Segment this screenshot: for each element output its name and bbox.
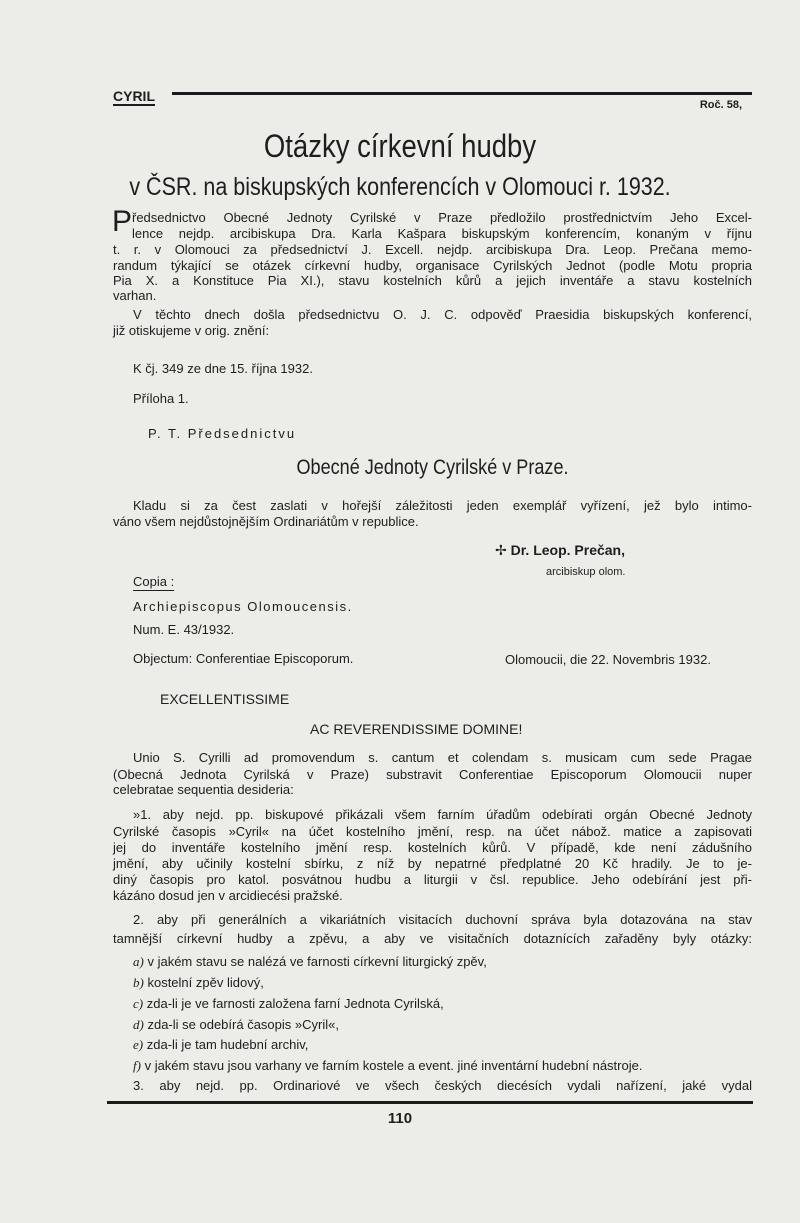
intro-line: V těchto dnech došla předsednictvu O. J. C. odpověď Praesidia biskupských konferencí, <box>133 307 752 322</box>
body-line: celebratae sequentia desideria: <box>113 782 294 797</box>
signature <box>495 542 625 559</box>
intro-line: t. r. v Olomouci za předsednictví J. Excell. nejdp. arcibiskupa Dra. Leop. Prečana memo- <box>113 242 752 257</box>
greeting-line-2: AC REVERENDISSIME DOMINE! <box>310 721 523 737</box>
intro-line: lence nejdp. arcibiskupa Dra. Karla Kašpara biskupským konferencím, konaným v říjnu <box>132 226 752 241</box>
intro-line: Pia X. a Konstituce Pia XI.), stavu kostelních kůrů a jejich inventáře a stavu kostelních <box>113 273 752 288</box>
body-line: Unio S. Cyrilli ad promovendum s. cantum et colendam s. musicam cum sede Pragae <box>133 750 752 765</box>
body-line: jej do inventáře kostelního jmění resp. kostelních kůrů. V případě, kde není zádušního <box>113 840 752 855</box>
body-line: Cyrilské časopis »Cyril« na účet kostelního jmění, resp. na účet nábož. matice a zapisovati <box>113 824 752 839</box>
body-line: 3. aby nejd. pp. Ordinariové ve všech českých diecésích vydali nařízení, jaké vydal <box>133 1078 752 1093</box>
list-item <box>133 974 752 991</box>
salutation: P. T. Předsednictvu <box>148 426 297 441</box>
list-item <box>133 1057 752 1074</box>
list-text: kostelní zpěv lidový, <box>147 975 264 990</box>
list-item <box>133 953 752 970</box>
letter-line: Kladu si za čest zaslati v hořejší záležitosti jeden exemplář vyřízení, jež bylo intimo- <box>133 498 752 513</box>
cross-icon: ✢ <box>495 542 507 558</box>
list-marker: c) <box>133 996 144 1011</box>
intro-line: randum týkající se otázek církevní hudby, organisace Cyrilských Jednot (podle Motu propria <box>113 258 752 273</box>
article-subtitle: v ČSR. na biskupských konferencích v Olomouci r. 1932. <box>129 173 671 201</box>
body-line: (Obecná Jednota Cyrilská v Praze) substravit Conferentiae Episcoporum Olomoucii nuper <box>113 767 752 782</box>
intro-line: již otiskujeme v orig. znění: <box>113 323 270 338</box>
body-line: 2. aby při generálních a vikariátních visitacích duchovní správa byla dotazována na stav <box>133 912 752 927</box>
list-marker: d) <box>133 1017 144 1032</box>
journal-name: CYRIL <box>113 88 155 104</box>
letter-line: váno všem nejdůstojnějším Ordinariátům v republice. <box>113 514 419 529</box>
list-text: zda-li je tam hudební archiv, <box>146 1037 309 1052</box>
page-number: 110 <box>387 1110 413 1127</box>
list-marker: a) <box>133 954 144 969</box>
list-marker: e) <box>133 1037 144 1052</box>
volume-number: Roč. 58, <box>699 99 742 111</box>
addressee: Obecné Jednoty Cyrilské v Praze. <box>296 456 569 479</box>
body-line: diný časopis pro katol. posvátnou hudbu a liturgii v čsl. republice. Jeho odebírání jest při- <box>113 872 752 887</box>
objectum: Objectum: Conferentiae Episcoporum. <box>133 651 354 666</box>
greeting-line-1: EXCELLENTISSIME <box>160 691 290 707</box>
list-item <box>133 995 752 1012</box>
list-text: v jakém stavu jsou varhany ve farním kostele a event. jiné inventární hudební nástroje. <box>144 1058 643 1073</box>
attachment-label: Příloha 1. <box>133 391 189 406</box>
list-text: zda-li je ve farnosti založena farní Jednota Cyrilská, <box>146 996 444 1011</box>
list-marker: b) <box>133 975 144 990</box>
intro-line: varhan. <box>113 288 157 303</box>
header-rule <box>172 92 752 95</box>
sender: Archiepiscopus Olomoucensis. <box>133 599 353 614</box>
body-line: »1. aby nejd. pp. biskupové přikázali všem farním úřadům odebírati orgán Obecné Jednoty <box>133 807 752 822</box>
body-line: kázáno dosud jen v arcidiecési pražské. <box>113 888 343 903</box>
intro-line: ředsednictvo Obecné Jednoty Cyrilské v Praze předložilo prostřednictvím Jeho Excel- <box>132 210 752 225</box>
list-item <box>133 1036 752 1053</box>
list-item <box>133 1016 752 1033</box>
letter-date: Olomoucii, die 22. Novembris 1932. <box>505 652 711 667</box>
list-text: zda-li se odebírá časopis »Cyril«, <box>147 1017 339 1032</box>
footer-rule <box>107 1101 753 1104</box>
signature-name: Dr. Leop. Prečan, <box>510 542 625 558</box>
signature-title: arcibiskup olom. <box>546 566 626 578</box>
list-text: v jakém stavu se nalézá ve farnosti církevní liturgický zpěv, <box>147 954 487 969</box>
body-line: jmění, aby učinily kostelní sbírku, z níž by nepatrné předplatné 20 Kč hradily. Je to je- <box>113 856 752 871</box>
reference-number: K čj. 349 ze dne 15. října 1932. <box>133 361 313 376</box>
list-marker: f) <box>133 1058 141 1073</box>
copy-label: Copia : <box>133 574 175 589</box>
drop-cap: P <box>112 205 133 238</box>
document-number: Num. E. 43/1932. <box>133 622 235 637</box>
article-title: Otázky církevní hudby <box>263 128 537 164</box>
body-line: tamnější církevní hudby a zpěvu, a aby ve visitačních dotaznících zařaděny byly otázky: <box>113 931 752 946</box>
